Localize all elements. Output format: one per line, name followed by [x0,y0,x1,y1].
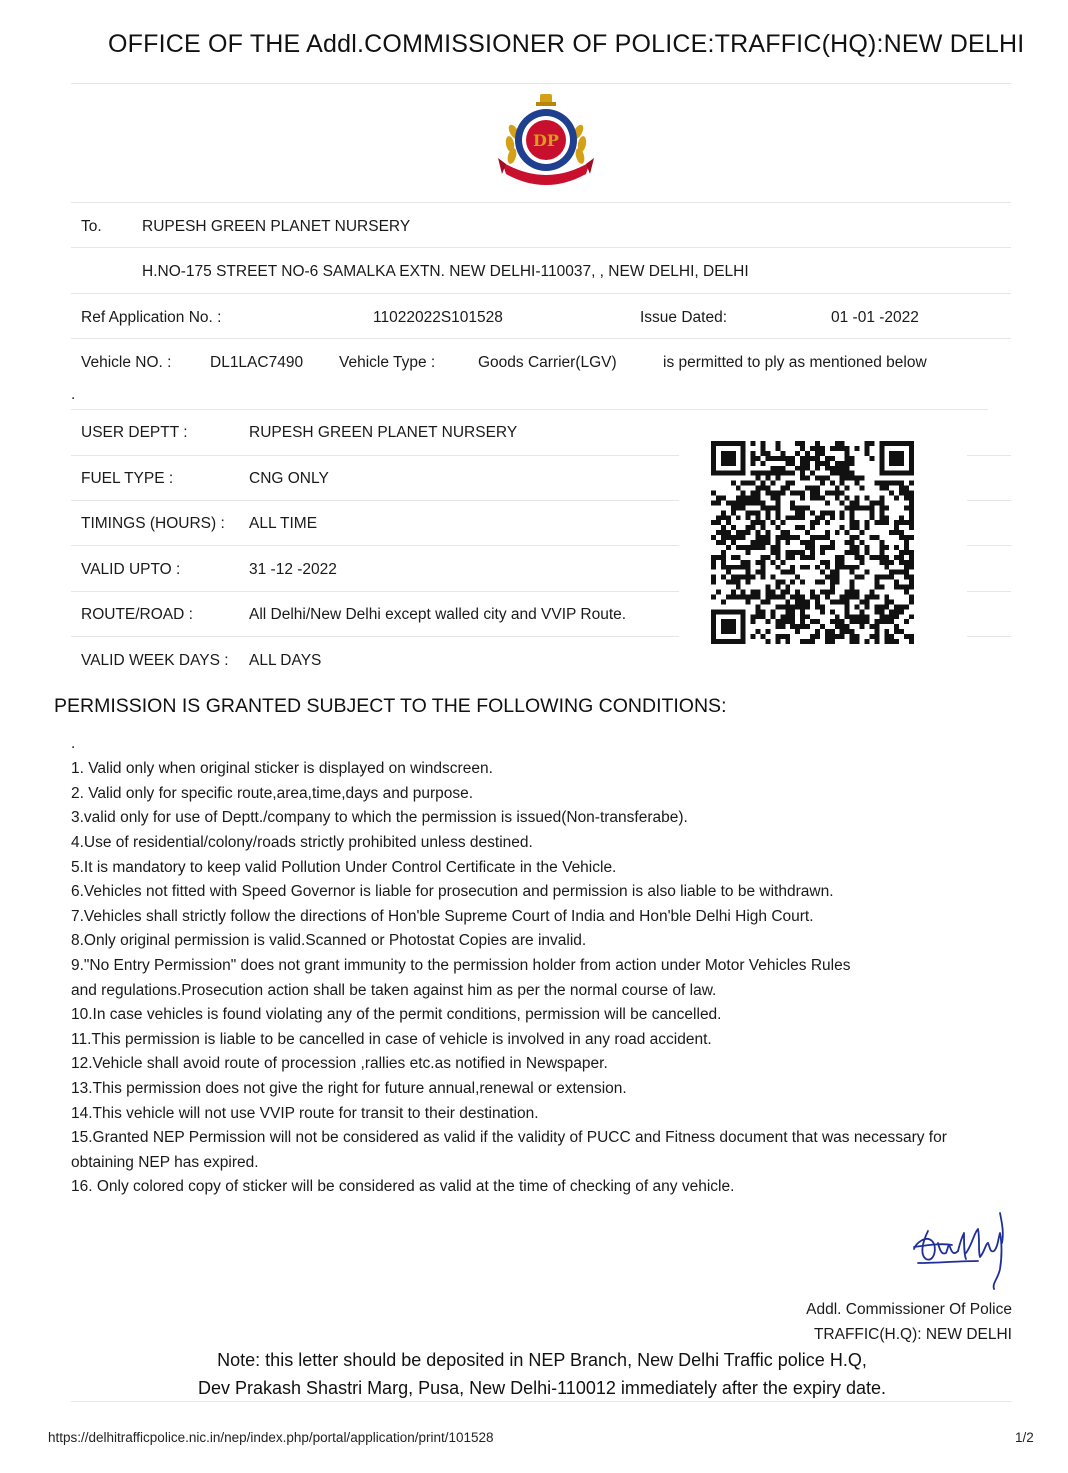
condition-item: 5.It is mandatory to keep valid Pollution Under Control Certificate in the Vehicle. [71,859,617,876]
condition-item: 3.valid only for use of Deptt./company to which the permission is issued(Non-transferabe). [71,809,688,826]
route-value: All Delhi/New Delhi except walled city and VVIP Route. [249,606,627,623]
condition-item: 1. Valid only when original sticker is displayed on windscreen. [71,760,493,777]
valid-week-days-label: VALID WEEK DAYS : [81,652,229,669]
condition-item: 12.Vehicle shall avoid route of procession ,rallies etc.as notified in Newspaper. [71,1055,608,1072]
divider [71,455,679,456]
vehicle-type-value: Goods Carrier(LGV) [478,354,617,371]
condition-item: 13.This permission does not give the right for future annual,renewal or extension. [71,1080,627,1097]
valid-upto-value: 31 -12 -2022 [249,561,337,578]
valid-upto-label: VALID UPTO : [81,561,181,578]
conditions-heading: PERMISSION IS GRANTED SUBJECT TO THE FOLLOWING CONDITIONS: [54,695,727,717]
user-deptt-value: RUPESH GREEN PLANET NURSERY [249,424,518,441]
ref-application-value: 11022022S101528 [373,309,503,326]
condition-item: 7.Vehicles shall strictly follow the directions of Hon'ble Supreme Court of India and Hon'ble Delhi High Court. [71,908,814,925]
divider [71,1401,1011,1402]
footer-url: https://delhitrafficpolice.nic.in/nep/index.php/portal/application/print/101528 [48,1430,494,1445]
condition-item: 9."No Entry Permission" does not grant immunity to the permission holder from action under Motor Vehicles Rules [71,957,851,974]
condition-item: 16. Only colored copy of sticker will be considered as valid at the time of checking of any vehicle. [71,1178,735,1195]
fuel-type-value: CNG ONLY [249,470,329,487]
to-label: To. [81,218,102,235]
qr-code-icon [711,441,914,644]
divider [71,247,1011,248]
user-deptt-label: USER DEPTT : [81,424,188,441]
condition-item: 14.This vehicle will not use VVIP route for transit to their destination. [71,1105,539,1122]
timings-value: ALL TIME [249,515,318,532]
signatory-office: TRAFFIC(H.Q): NEW DELHI [813,1326,1012,1343]
condition-item: and regulations.Prosecution action shall be taken against him as per the normal course of law. [71,982,717,999]
divider [967,591,1011,592]
signature-icon [908,1203,1012,1295]
divider [71,83,1011,84]
condition-item: 4.Use of residential/colony/roads strictly prohibited unless destined. [71,834,533,851]
condition-item: obtaining NEP has expired. [71,1154,259,1171]
valid-week-days-value: ALL DAYS [249,652,322,669]
divider [967,636,1011,637]
permit-text: is permitted to ply as mentioned below [663,354,927,371]
issue-date-label: Issue Dated: [640,309,728,326]
divider [967,545,1011,546]
divider [71,293,1011,294]
condition-item: 10.In case vehicles is found violating any of the permit conditions, permission will be cancelled. [71,1006,722,1023]
separator-dot: . [71,735,76,752]
note-line-2: Dev Prakash Shastri Marg, Pusa, New Delhi-110012 immediately after the expiry date. [198,1378,886,1398]
condition-item: 15.Granted NEP Permission will not be considered as valid if the validity of PUCC and Fitness document that was necessary for [71,1129,947,1146]
condition-item: 6.Vehicles not fitted with Speed Governor is liable for prosecution and permission is also liable to be withdrawn. [71,883,834,900]
svg-text:DP: DP [533,131,559,150]
separator-dot: . [71,386,76,403]
divider [71,202,1011,203]
note-line-1: Note: this letter should be deposited in NEP Branch, New Delhi Traffic police H.Q, [217,1350,867,1370]
fuel-type-label: FUEL TYPE : [81,470,174,487]
divider [71,500,679,501]
divider [71,409,988,410]
issue-date-value: 01 -01 -2022 [831,309,919,326]
vehicle-no-label: Vehicle NO. : [81,354,172,371]
vehicle-type-label: Vehicle Type : [339,354,436,371]
divider [71,338,1011,339]
divider [71,636,679,637]
page-title: OFFICE OF THE Addl.COMMISSIONER OF POLICE:TRAFFIC(HQ):NEW DELHI [108,30,1025,58]
divider [967,500,1011,501]
addressee-name: RUPESH GREEN PLANET NURSERY [142,218,411,235]
addressee-address: H.NO-175 STREET NO-6 SAMALKA EXTN. NEW DELHI-110037, , NEW DELHI, DELHI [142,263,749,280]
divider [71,591,679,592]
vehicle-no-value: DL1LAC7490 [210,354,304,371]
divider [967,455,1011,456]
condition-item: 8.Only original permission is valid.Scanned or Photostat Copies are invalid. [71,932,587,949]
divider [71,545,679,546]
ref-application-label: Ref Application No. : [81,309,222,326]
delhi-police-emblem-icon [496,92,596,192]
condition-item: 11.This permission is liable to be cancelled in case of vehicle is involved in any road accident. [71,1031,712,1048]
timings-label: TIMINGS (HOURS) : [81,515,225,532]
signatory-designation: Addl. Commissioner Of Police [806,1301,1012,1318]
condition-item: 2. Valid only for specific route,area,time,days and purpose. [71,785,474,802]
route-label: ROUTE/ROAD : [81,606,193,623]
page-number: 1/2 [1015,1430,1034,1445]
